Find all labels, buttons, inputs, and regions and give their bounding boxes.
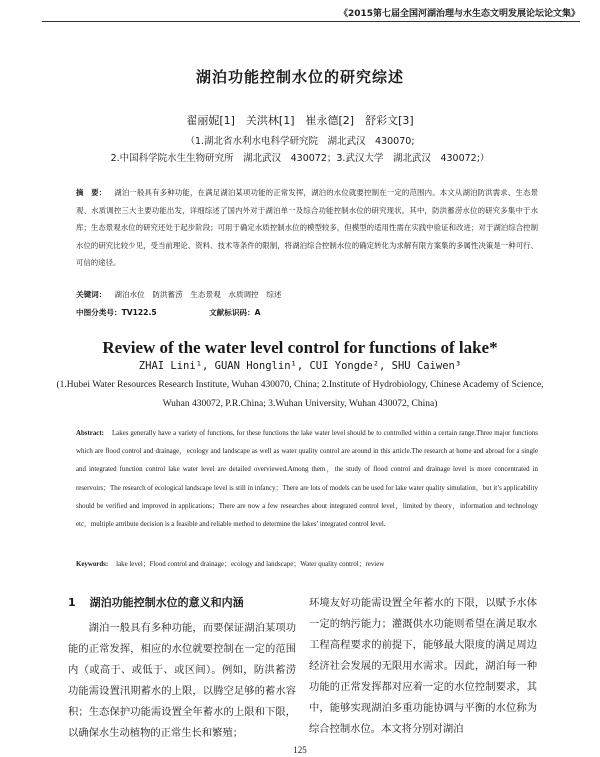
body-column-right: 环境友好功能需设置全年蓄水的下限，以赋予水体一定的纳污能力；灌溉供水功能则希望在满足取水工程高程要求的前提下，能够最大限度的满足周边经济社会发展的无限用水需求。因此，湖泊每一种功能的正常发挥都对应着一定的水位控制要求，其中，能够实现湖泊多重功能协调与平衡的水位称为综合控制水位。本文将分别对湖泊 [309,597,537,735]
section-1-title: 湖泊功能控制水位的意义和内涵 [89,596,244,609]
keywords-chinese-text: 湖泊水位 防洪蓄涝 生态景观 水质调控 综述 [114,290,282,299]
authors-english: ZHAI Lini¹, GUAN Honglin¹, CUI Yongde², SHU Caiwen³ [138,360,462,372]
abstract-chinese-text: 湖泊一般具有多种功能，在满足湖泊某项功能的正常发挥，湖泊的水位就要控制在一定的范围内。本文从湖泊防洪需求、生态景观、水质调控三大主要功能出发，详细综述了国内外对于湖泊单一及综合功能控制水位的研究现状。其中，防洪蓄涝水位的研究多集中于水库；生态景观水位的研究还处于起步阶段；可用于确定水质控制水位的模型较多，但模型的适用性需在实践中验证和改进；对于湖泊综合控制水位的研究比较少见，受当前理论、资料、技术等条件的限制，将湖泊综合控制水位的确定转化为求解有限方案集的多属性决策是一种可行、可信的途径。 [76,188,538,267]
abstract-english-text: Lakes generally have a variety of functions, for these functions the lake water level should be to controlled within a certain range.Three major functions which are flood control and drainage，ecology and landscape as well as water quality control are around in this article.The research at home and abroad for a single and integrated function control lake water level are detailed overviewed.Among them，the study of flood control and drainage level is more concentrated in reservoirs；The research of ecological landscape level is still in infancy；There are lots of models can be used for lake water quality simulation，but it’s applicability should be verified and improved in applications；There are now a few researches about integrated control level，limited by theory，information and technology etc，multiple attribute decision is a feasible and reliable method to determine the lakes’ integrated control level. [76,430,538,529]
keywords-chinese [76,289,281,300]
affiliation-english-2: Wuhan 430072, P.R.China; 3.Wuhan University, Wuhan 430072, China) [162,399,438,409]
section-1-heading [68,594,244,610]
body-column-left: 湖泊一般具有多种功能，而要保证湖泊某项功能的正常发挥，相应的水位就要控制在一定的范围内（或高于、或低于、或区间）。例如，防洪蓄涝功能需设置汛期蓄水的上限，以腾空足够的蓄水容积；生态保护功能需设置全年蓄水的上限和下限，以确保水生动植物的正常生长和繁殖； [68,622,296,739]
abstract-chinese-label: 摘 要： [76,188,107,197]
classification-line [76,307,311,318]
title-english: Review of the water level control for functions of lake* [102,338,498,357]
abstract-english [76,425,538,534]
section-1-number: 1 [68,596,76,609]
header-rule [42,21,580,22]
page-number: 125 [293,745,307,755]
keywords-chinese-label: 关键词： [76,290,107,299]
title-chinese: 湖泊功能控制水位的研究综述 [195,68,404,86]
abstract-english-label: Abstract: [76,430,104,437]
abstract-chinese [76,184,538,272]
authors-chinese: 翟丽妮[1] 关洪林[1] 崔永德[2] 舒彩文[3] [186,114,414,127]
affiliation-english-1: (1.Hubei Water Resources Research Institute, Wuhan 430070, China; 2.Institute of Hydrobiology, Chinese Academy of Science, [56,380,544,390]
running-header: 《2015第七届全国河湖治理与水生态文明发展论坛论文集》 [338,9,580,19]
document-code: 文献标识码：A [209,308,261,317]
keywords-english [76,558,384,568]
clc-number: 中图分类号：TV122.5 [76,308,157,317]
affiliation-chinese-1: （1.湖北省水利水电科学研究院 湖北武汉 430070; [185,136,415,147]
keywords-english-label: Keywords: [76,561,109,568]
affiliation-chinese-2: 2.中国科学院水生生物研究所 湖北武汉 430072；3.武汉大学 湖北武汉 430072;） [110,153,490,164]
keywords-english-text: lake level；Flood control and drainage；ecology and landscape；Water quality control；review [116,561,385,568]
